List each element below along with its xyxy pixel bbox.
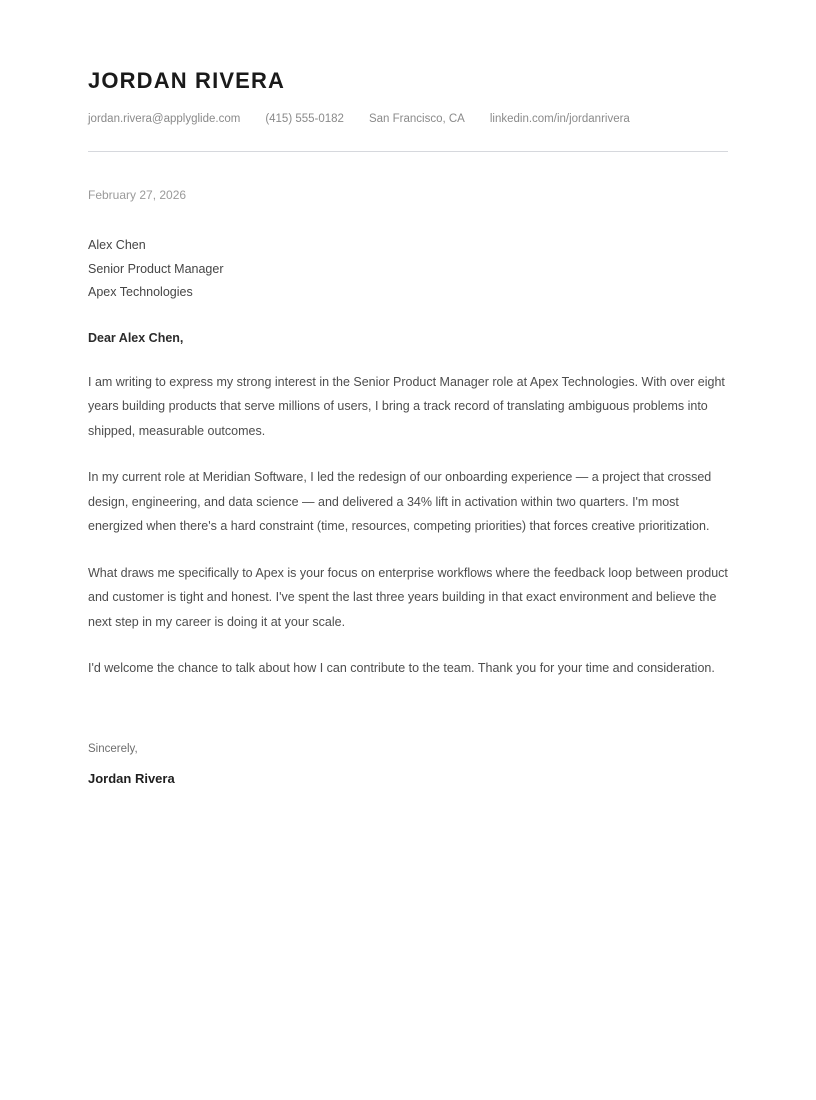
contact-email[interactable]: jordan.rivera@applyglide.com [88,113,241,125]
salutation: Dear Alex Chen, [88,330,184,345]
body-paragraph-2: In my current role at Meridian Software, I led the redesign of our onboarding experience — a project that crossed design, engineering, and data science — and delivered a 34% lift in activation within two quarters. I'm most energized when there's a hard constraint (time, resources, competing priorities) that forces creative prioritization. [88,470,712,533]
recipient-title: Senior Product Manager [88,261,224,276]
closing-block [88,741,728,788]
recipient-company: Apex Technologies [88,285,193,299]
header-divider [88,151,728,152]
body-paragraph-1: I am writing to express my strong interest in the Senior Product Manager role at Apex Technologies. With over eight years building products that serve millions of users, I bring a track record of translating ambiguous problems into shipped, measurable outcomes. [88,374,725,438]
letter-content-column [88,0,728,788]
contact-location: San Francisco, CA [368,113,465,125]
contact-linkedin[interactable]: linkedin.com/in/jordanrivera [489,113,630,125]
recipient-name: Alex Chen [88,238,146,252]
body-paragraph-3: What draws me specifically to Apex is your focus on enterprise workflows where the feedback loop between product and customer is tight and honest. I've spent the last three years building in that exact environment and believe the next step in my career is doing it at your scale. [88,565,728,629]
body-paragraph-4: I'd welcome the chance to talk about how I can contribute to the team. Thank you for your time and consideration. [88,661,715,675]
letterhead [88,0,728,127]
contact-phone[interactable]: (415) 555-0182 [265,113,344,125]
recipient-block [88,234,728,305]
applicant-name: JORDAN RIVERA [88,68,286,93]
contact-line [88,111,728,127]
signature-name: Jordan Rivera [88,770,175,786]
closing-salutation: Sincerely, [88,742,138,755]
letter-date: February 27, 2026 [88,188,187,202]
